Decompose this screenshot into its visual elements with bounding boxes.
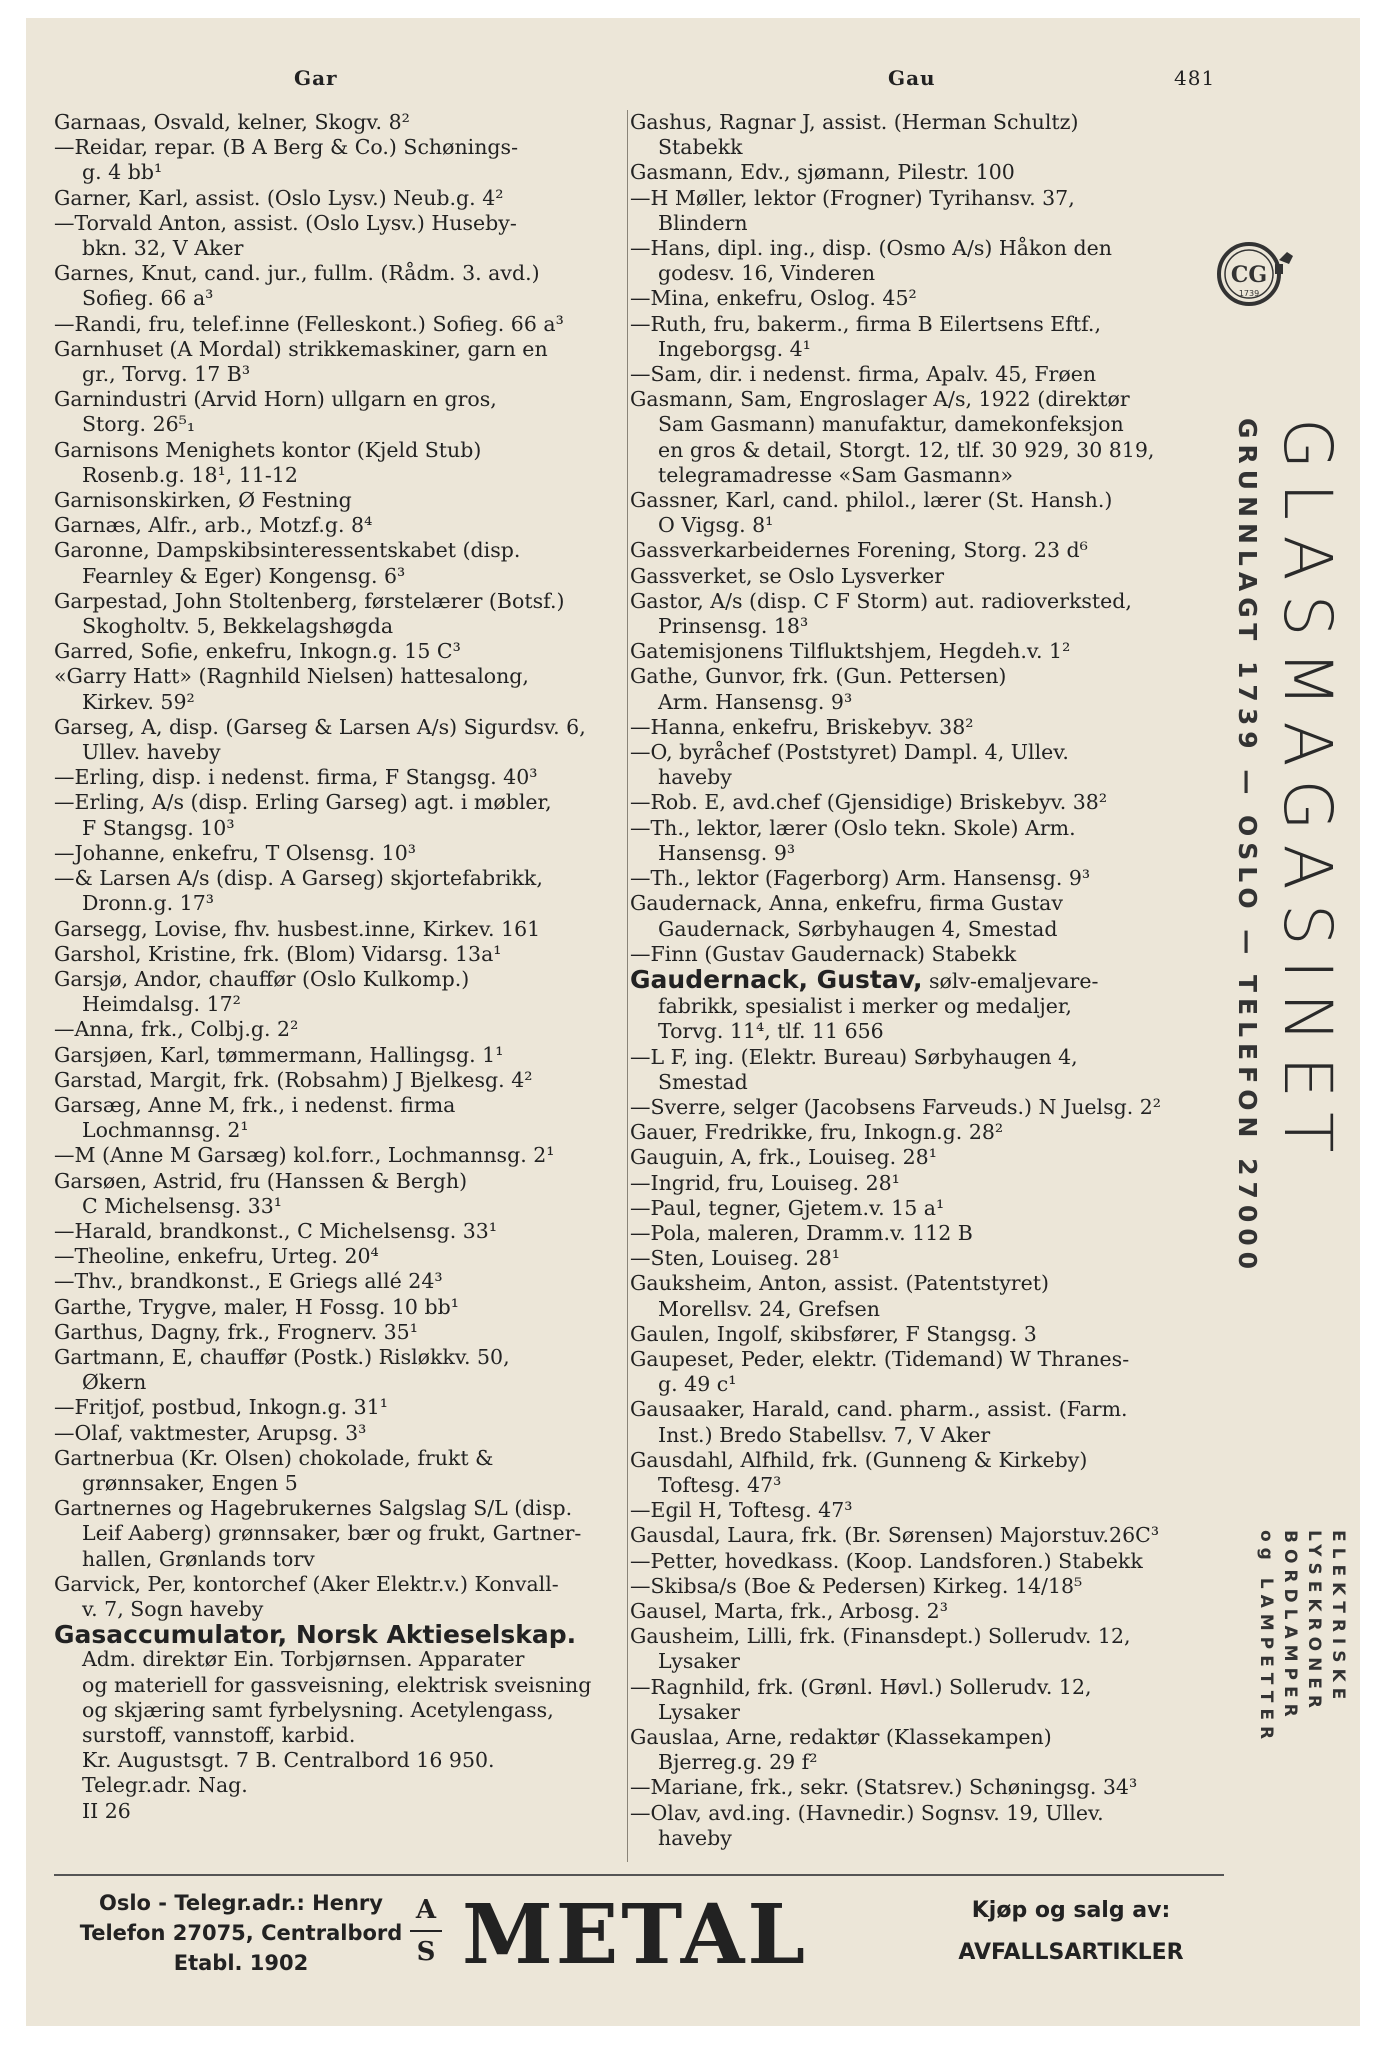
entry-text: Gassverkarbeidernes Forening, Storg. 23 d⁶ (630, 538, 1088, 563)
metal-ad-offer-2: AVFALLSARTIKLER (958, 1940, 1184, 1965)
glasmagasinet-subtitle: GRUNNLAGT 1739 — OSLO — TELEFON 27000 (1233, 418, 1262, 1276)
directory-entry (630, 538, 1202, 563)
entry-continuation: haveby (658, 1825, 732, 1850)
product-line-2: LYSEKRONER (1304, 1530, 1324, 1714)
directory-entry (54, 1043, 652, 1068)
metal-ad-as-top: A (415, 1895, 437, 1925)
directory-entry (630, 488, 1202, 538)
entry-text: —Petter, hovedkass. (Koop. Landsforen.) Stabekk (630, 1548, 1143, 1573)
directory-entry (630, 1019, 1202, 1044)
entry-text: Gauksheim, Anton, assist. (Patentstyret) (630, 1271, 1049, 1296)
directory-entry (54, 488, 652, 513)
entry-text: —Fritjof, postbud, Inkogn.g. 31¹ (54, 1395, 388, 1420)
directory-entry (54, 1496, 652, 1546)
directory-entry (630, 236, 1202, 286)
entry-text: Gassverket, se Oslo Lysverker (630, 563, 945, 588)
entry-text: Garsjø, Andor, chauffør (Oslo Kulkomp.) (54, 966, 470, 991)
entry-text: —Harald, brandkonst., C Michelsensg. 33¹ (54, 1218, 498, 1243)
entry-text: Gaulen, Ingolf, skibsfører, F Stangsg. 3 (630, 1321, 1037, 1346)
entry-text: —Thv., brandkonst., E Griegs allé 24³ (54, 1269, 443, 1294)
directory-entry (630, 1045, 1202, 1095)
entry-text: Gaudernack, Anna, enkefru, firma Gustav (630, 891, 1063, 916)
directory-entry (54, 1017, 652, 1042)
entry-text: —Paul, tegner, Gjetem.v. 15 a¹ (630, 1195, 945, 1220)
entry-continuation: O Vigsg. 8¹ (658, 513, 774, 538)
directory-entry (630, 1801, 1202, 1851)
entry-continuation: Skogholtv. 5, Bekkelagshøgda (82, 614, 394, 639)
metal-ad-offer (906, 1890, 1236, 1974)
entry-text: —Torvald Anton, assist. (Oslo Lysv.) Huseby- (54, 210, 517, 235)
directory-entry (54, 1244, 652, 1269)
running-head-middle: Gau (888, 66, 936, 90)
entry-continuation: Heimdalsg. 17² (82, 992, 241, 1017)
entry-text: —Sam, dir. i nedenst. firma, Apalv. 45, Frøen (630, 362, 1097, 387)
entry-text: —Th., lektor, lærer (Oslo tekn. Skole) Arm. (630, 815, 1076, 840)
entry-continuation: haveby (658, 765, 732, 790)
entry-text: —Olaf, vaktmester, Arupsg. 3³ (54, 1420, 367, 1445)
entry-continuation: Arm. Hansensg. 9³ (658, 689, 853, 714)
directory-entry (54, 135, 652, 185)
directory-entry (630, 1246, 1202, 1271)
entry-text: Gartmann, E, chauffør (Postk.) Risløkkv. 50, (54, 1344, 510, 1369)
entry-text: —M (Anne M Garsæg) kol.forr., Lochmannsg. 2¹ (54, 1143, 555, 1168)
gasaccumulator-line: og materiell for gassveisning, elektrisk sveisning (82, 1672, 592, 1697)
running-head-left: Gar (294, 66, 338, 90)
glasmagasinet-title: GLASMAGASINET (1269, 418, 1346, 1167)
entry-continuation: Sofieg. 66 a³ (82, 286, 214, 311)
entry-text: Gauslaa, Arne, redaktør (Klassekampen) (630, 1725, 1052, 1749)
bottom-rule (54, 1874, 1224, 1876)
entry-continuation: Lysaker (658, 1649, 740, 1674)
directory-entry (630, 1322, 1202, 1347)
entry-text: Garnhuset (A Mordal) strikkemaskiner, garn en (54, 336, 548, 361)
directory-entry (630, 891, 1202, 941)
directory-entry (630, 286, 1202, 311)
gasaccumulator-line: Kr. Augustsgt. 7 B. Centralbord 16 950. (82, 1748, 495, 1773)
entry-text: —Olav, avd.ing. (Havnedir.) Sognsv. 19, Ullev. (630, 1800, 1104, 1825)
entry-text: Garnæs, Alfr., arb., Motzf.g. 8⁴ (54, 513, 373, 538)
directory-entry (630, 1448, 1202, 1498)
entry-continuation: Morellsv. 24, Grefsen (658, 1296, 880, 1321)
directory-entry (630, 1120, 1202, 1145)
directory-entry (630, 1523, 1202, 1548)
entry-continuation: Ullev. haveby (82, 740, 221, 765)
directory-entry (630, 438, 1202, 463)
metal-ad-as-bar (410, 1930, 442, 1932)
entry-text: —Skibsa/s (Boe & Pedersen) Kirkeg. 14/18⁵ (630, 1573, 1083, 1598)
entry-continuation: Sam Gasmann) manufaktur, damekonfeksjon (658, 412, 1124, 437)
directory-entry (630, 1397, 1202, 1447)
entry-text: —Ragnhild, frk. (Grønl. Høvl.) Sollerudv. 12, (630, 1674, 1092, 1699)
directory-entry (54, 1547, 652, 1572)
directory-entry (630, 589, 1202, 639)
entry-text: sølv-emaljevare- (922, 968, 1099, 993)
entry-continuation: en gros & detail, Storgt. 12, tlf. 30 929, 30 819, (658, 437, 1155, 462)
directory-entry (630, 942, 1202, 967)
directory-entry (630, 1498, 1202, 1523)
directory-entry (54, 942, 652, 967)
gasaccumulator-line: II 26 (82, 1798, 131, 1823)
metal-ad-line-2: Telefon 27075, Centralbord (79, 1921, 403, 1945)
entry-text: —Ingrid, fru, Louiseg. 28¹ (630, 1170, 900, 1195)
seal-letters: CG (1230, 262, 1268, 288)
entry-text: Garnisonskirken, Ø Festning (54, 488, 352, 513)
directory-entry (630, 186, 1202, 236)
directory-entry (630, 964, 1202, 1019)
entry-text: Garsjøen, Karl, tømmermann, Hallingsg. 1¹ (54, 1042, 504, 1067)
entry-text: Gausdahl, Alfhild, frk. (Gunneng & Kirkeby) (630, 1447, 1088, 1472)
entry-text: —Hanna, enkefru, Briskebyv. 38² (630, 714, 974, 739)
glasmagasinet-seal-icon (1209, 230, 1295, 316)
directory-entry (630, 463, 1202, 488)
directory-entry (54, 1421, 652, 1446)
column-divider (627, 110, 628, 1862)
directory-entry (630, 639, 1202, 664)
entry-continuation: gr., Torvg. 17 B³ (82, 362, 251, 387)
directory-entry (54, 110, 652, 135)
entry-text: Garshol, Kristine, frk. (Blom) Vidarsg. 13a¹ (54, 941, 502, 966)
entry-text: Garthe, Trygve, maler, H Fossg. 10 bb¹ (54, 1294, 459, 1319)
entry-text: —Johanne, enkefru, T Olsensg. 10³ (54, 840, 416, 865)
metal-ad-offer-1: Kjøp og salg av: (971, 1898, 1171, 1923)
entry-continuation: Lysaker (658, 1699, 740, 1724)
directory-entry (54, 387, 652, 437)
entry-text: —Pola, maleren, Dramm.v. 112 B (630, 1220, 973, 1245)
entry-continuation: Dronn.g. 17³ (82, 891, 214, 916)
directory-entry (54, 1269, 652, 1294)
entry-continuation: Ingeborgsg. 4¹ (658, 336, 811, 361)
entry-text: —Rob. E, avd.chef (Gjensidige) Briskebyv. 38² (630, 790, 1108, 815)
entry-continuation: Leif Aaberg) grønnsaker, bær og frukt, Gartner- (82, 1521, 582, 1546)
entry-text: Gausdal, Laura, frk. (Br. Sørensen) Majorstuv.26C³ (630, 1523, 1160, 1548)
directory-entry (630, 740, 1202, 790)
directory-entry (630, 312, 1202, 362)
directory-entry (630, 1775, 1202, 1800)
directory-entry (630, 1271, 1202, 1321)
entry-text: —H Møller, lektor (Frogner) Tyrihansv. 37, (630, 185, 1075, 210)
page-number: 481 (1174, 66, 1216, 90)
directory-entry (630, 1145, 1202, 1170)
directory-entry (630, 1574, 1202, 1599)
entry-text: Gausel, Marta, frk., Arbosg. 2³ (630, 1598, 948, 1623)
entry-text: «Garry Hatt» (Ragnhild Nielsen) hattesalong, (54, 664, 529, 689)
entry-text: —Sverre, selger (Jacobsens Farveuds.) N Juelsg. 2² (630, 1094, 1162, 1119)
directory-entry (54, 1345, 652, 1395)
directory-entry (54, 1169, 652, 1219)
entry-continuation: Økern (82, 1370, 147, 1395)
entry-text: —Finn (Gustav Gaudernack) Stabekk (630, 941, 1017, 966)
directory-entry (54, 664, 652, 714)
entry-continuation: fabrikk, spesialist i merker og medaljer, (658, 994, 1072, 1019)
left-column (54, 110, 652, 1824)
directory-entry (630, 1171, 1202, 1196)
entry-continuation: Prinsensg. 18³ (658, 614, 809, 639)
directory-entry (630, 160, 1202, 185)
directory-entry (54, 337, 652, 387)
product-line-4: og LAMPETTER (1256, 1530, 1276, 1746)
entry-text: —Mariane, frk., sekr. (Statsrev.) Schøningsg. 34³ (630, 1775, 1138, 1800)
entry-continuation: hallen, Grønlands torv (82, 1546, 315, 1571)
entry-continuation: Kirkev. 59² (82, 689, 195, 714)
directory-entry (630, 1347, 1202, 1397)
gasaccumulator-line: surstoff, vannstoff, karbid. (82, 1723, 356, 1747)
entry-text: Garner, Karl, assist. (Oslo Lysv.) Neub.g. 4² (54, 185, 504, 210)
directory-entry (54, 639, 652, 664)
entry-text: Gausaaker, Harald, cand. pharm., assist. (Farm. (630, 1397, 1128, 1422)
metal-ad-contact (76, 1888, 406, 1978)
metal-ad-brand: METAL (462, 1887, 809, 1983)
entry-text: —Th., lektor (Fagerborg) Arm. Hansensg. 9³ (630, 866, 1091, 891)
entry-text: —Egil H, Toftesg. 47³ (630, 1498, 853, 1523)
directory-entry (54, 1446, 652, 1496)
entry-continuation: g. 49 c¹ (658, 1372, 737, 1397)
gasaccumulator-line: Telegr.adr. Nag. (82, 1773, 248, 1798)
directory-entry (54, 790, 652, 840)
entry-text: Garsøen, Astrid, fru (Hanssen & Bergh) (54, 1168, 468, 1193)
entry-continuation: telegramadresse «Sam Gasmann» (658, 462, 1014, 487)
entry-continuation: g. 4 bb¹ (82, 160, 163, 185)
directory-entry (54, 261, 652, 311)
directory-entry (54, 186, 652, 211)
directory-entry (630, 664, 1202, 714)
directory-entry (630, 1095, 1202, 1120)
directory-entry (54, 589, 652, 639)
entry-text: Gaupeset, Peder, elektr. (Tidemand) W Thranes- (630, 1346, 1130, 1371)
entry-text: Garthus, Dagny, frk., Frognerv. 35¹ (54, 1319, 418, 1344)
entry-text: Gathe, Gunvor, frk. (Gun. Pettersen) (630, 664, 1007, 689)
gasaccumulator-line: og skjæring samt fyrbelysning. Acetylengass, (82, 1697, 554, 1722)
entry-text: Garnes, Knut, cand. jur., fullm. (Rådm. 3. avd.) (54, 261, 540, 286)
directory-entry (54, 1219, 652, 1244)
entry-text: Garnaas, Osvald, kelner, Skogv. 8² (54, 110, 410, 134)
entry-text: Gashus, Ragnar J, assist. (Herman Schultz) (630, 110, 1079, 134)
entry-continuation: Toftesg. 47³ (658, 1472, 782, 1497)
directory-entry (630, 1675, 1202, 1725)
entry-highlight: Gaudernack, Gustav, (630, 964, 923, 994)
entry-text: —Ruth, fru, bakerm., firma B Eilertsens Eftf., (630, 311, 1101, 336)
entry-continuation: Inst.) Bredo Stabellsv. 7, V Aker (658, 1422, 991, 1447)
entry-text: —Erling, disp. i nedenst. firma, F Stangsg. 40³ (54, 765, 538, 790)
entry-continuation: Lochmannsg. 2¹ (82, 1118, 249, 1143)
entry-text: —& Larsen A/s (disp. A Garseg) skjortefabrikk, (54, 866, 543, 891)
directory-entry (630, 1549, 1202, 1574)
directory-entry (54, 967, 652, 1017)
entry-text: —Erling, A/s (disp. Erling Garseg) agt. i møbler, (54, 790, 552, 815)
directory-entry (54, 1068, 652, 1093)
directory-entry (54, 917, 652, 942)
directory-entry (54, 1093, 652, 1143)
entry-continuation: Stabekk (658, 135, 743, 160)
left-entries (54, 110, 652, 1622)
directory-entry (630, 715, 1202, 740)
directory-entry (54, 1395, 652, 1420)
right-entries (630, 110, 1202, 1851)
entry-text: Garsæg, Anne M, frk., i nedenst. firma (54, 1092, 456, 1117)
entry-text: —Theoline, enkefru, Urteg. 20⁴ (54, 1244, 379, 1269)
directory-entry (54, 866, 652, 916)
entry-text: —L F, ing. (Elektr. Bureau) Sørbyhaugen 4, (630, 1044, 1078, 1069)
directory-entry (54, 538, 652, 588)
entry-text: —Sten, Louiseg. 28¹ (630, 1246, 840, 1271)
entry-text: Garstad, Margit, frk. (Robsahm) J Bjelkesg. 4² (54, 1067, 533, 1092)
entry-text: —Hans, dipl. ing., disp. (Osmo A/s) Håkon den (630, 236, 1112, 261)
seal-year: 1739 (1238, 289, 1260, 298)
directory-entry (54, 1143, 652, 1168)
entry-text: Gassner, Karl, cand. philol., lærer (St. Hansh.) (630, 488, 1113, 513)
entry-continuation: F Stangsg. 10³ (82, 815, 235, 840)
metal-ad-as (406, 1890, 446, 1972)
entry-text: Gartnernes og Hagebrukernes Salgslag S/L (disp. (54, 1496, 573, 1521)
gasaccumulator-line: Adm. direktør Ein. Torbjørnsen. Apparater (82, 1647, 525, 1672)
entry-continuation: Hansensg. 9³ (658, 840, 796, 865)
directory-entry (54, 513, 652, 538)
directory-entry (630, 564, 1202, 589)
metal-ad-line-1: Oslo - Telegr.adr.: Henry (99, 1891, 383, 1915)
entry-continuation: Storg. 26⁵₁ (82, 412, 196, 437)
entry-text: Garnisons Menighets kontor (Kjeld Stub) (54, 437, 482, 462)
entry-continuation: bkn. 32, V Aker (82, 236, 244, 261)
entry-text: Gartnerbua (Kr. Olsen) chokolade, frukt & (54, 1445, 494, 1470)
directory-entry (54, 715, 652, 765)
entry-text: Gausheim, Lilli, frk. (Finansdept.) Sollerudv. 12, (630, 1624, 1131, 1649)
entry-text: Gasmann, Sam, Engroslager A/s, 1922 (direktør (630, 387, 1130, 412)
entry-continuation: Fearnley & Eger) Kongensg. 6³ (82, 563, 406, 588)
entry-text: —Mina, enkefru, Oslog. 45² (630, 286, 917, 311)
directory-entry (630, 1196, 1202, 1221)
directory-entry (54, 841, 652, 866)
directory-entry (630, 362, 1202, 387)
directory-entry (630, 110, 1202, 160)
directory-entry (630, 866, 1202, 891)
directory-entry (630, 1624, 1202, 1674)
entry-continuation: Gaudernack, Sørbyhaugen 4, Smestad (658, 916, 1058, 941)
directory-entry (630, 816, 1202, 866)
entry-text: Garonne, Dampskibsinteressentskabet (disp. (54, 538, 521, 563)
entry-text: —Anna, frk., Colbj.g. 2² (54, 1017, 299, 1042)
directory-entry (54, 438, 652, 488)
metal-ad-as-bottom: S (416, 1937, 436, 1967)
entry-text: Gasmann, Edv., sjømann, Pilestr. 100 (630, 160, 1015, 185)
entry-continuation: v. 7, Sogn haveby (82, 1596, 264, 1621)
entry-continuation: Torvg. 11⁴, tlf. 11 656 (658, 1019, 884, 1044)
directory-entry (54, 312, 652, 337)
directory-entry (54, 765, 652, 790)
entry-continuation: Bjerreg.g. 29 f² (658, 1750, 818, 1775)
product-line-1: ELEKTRISKE (1328, 1530, 1348, 1706)
directory-page (26, 18, 1360, 2026)
right-column (630, 110, 1202, 1851)
entry-text: Garsegg, Lovise, fhv. husbest.inne, Kirkev. 161 (54, 916, 541, 941)
entry-continuation: C Michelsensg. 33¹ (82, 1193, 282, 1218)
entry-continuation: Smestad (658, 1069, 748, 1094)
entry-text: Garvick, Per, kontorchef (Aker Elektr.v.) Konvall- (54, 1571, 559, 1596)
entry-text: —Randi, fru, telef.inne (Felleskont.) Sofieg. 66 a³ (54, 311, 564, 336)
entry-text: Gastor, A/s (disp. C F Storm) aut. radioverksted, (630, 588, 1132, 613)
entry-text: Garred, Sofie, enkefru, Inkogn.g. 15 C³ (54, 639, 461, 664)
directory-entry (630, 790, 1202, 815)
entry-text: Gauguin, A, frk., Louiseg. 28¹ (630, 1145, 937, 1170)
entry-text: —Reidar, repar. (B A Berg & Co.) Schønings- (54, 135, 519, 160)
directory-entry (630, 1599, 1202, 1624)
entry-continuation: grønnsaker, Engen 5 (82, 1470, 298, 1495)
entry-text: Garseg, A, disp. (Garseg & Larsen A/s) Sigurdsv. 6, (54, 714, 586, 739)
directory-entry (54, 1572, 652, 1622)
gasaccumulator-name: Gasaccumulator, Norsk Aktieselskap. (54, 1620, 577, 1650)
directory-entry (54, 211, 652, 261)
entry-continuation: Rosenb.g. 18¹, 11-12 (82, 462, 298, 487)
directory-entry (630, 387, 1202, 437)
entry-continuation: Blindern (658, 210, 748, 235)
entry-text: Gatemisjonens Tilfluktshjem, Hegdeh.v. 1² (630, 639, 1071, 664)
entry-text: Garnindustri (Arvid Horn) ullgarn en gros, (54, 387, 497, 412)
entry-text: Garpestad, John Stoltenberg, førstelærer (Botsf.) (54, 588, 565, 613)
directory-entry (54, 1295, 652, 1320)
metal-ad-line-3: Etabl. 1902 (173, 1951, 309, 1975)
directory-entry (630, 1725, 1202, 1775)
entry-continuation: godesv. 16, Vinderen (658, 261, 876, 286)
directory-entry (630, 1221, 1202, 1246)
gasaccumulator-ad (54, 1622, 652, 1824)
product-line-3: BORDLAMPER (1280, 1530, 1300, 1723)
directory-entry (54, 1320, 652, 1345)
gasaccumulator-body (54, 1647, 652, 1823)
entry-text: —O, byråchef (Poststyret) Dampl. 4, Ullev. (630, 740, 1069, 765)
entry-text: Gauer, Fredrikke, fru, Inkogn.g. 28² (630, 1120, 1004, 1145)
